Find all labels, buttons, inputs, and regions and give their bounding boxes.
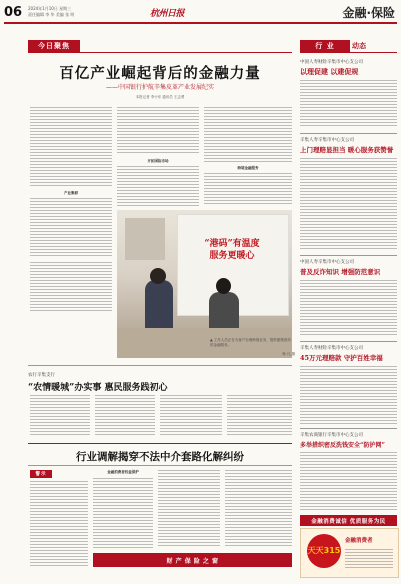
lead-body-col-1c: [30, 262, 112, 312]
mid-story-col-2: [95, 395, 155, 437]
poster-sign-text: “港码”有温度 服务更暖心: [204, 239, 260, 261]
bottom-story-headline: 行业调解揭穿不法中介套路化解纠纷: [76, 451, 244, 463]
photo-window: [125, 218, 165, 260]
mid-story-kicker: 农行辛集支行: [28, 373, 55, 378]
ad-box: [300, 528, 399, 578]
mid-story-col-3: [160, 395, 222, 437]
brief-divider: [300, 341, 397, 342]
photo-credit: 杨 凡 摄: [282, 352, 295, 356]
lead-subhead-2: 开拓国际市场: [147, 159, 169, 163]
ad-emblem: [307, 534, 341, 568]
lead-headline: 百亿产业崛起背后的金融力量: [59, 65, 261, 82]
mid-story-col-1: [30, 395, 90, 437]
industry-tag-2: 动态: [352, 42, 366, 50]
lead-body-col-2: [117, 107, 199, 155]
editor-line: 责任编辑 李 华 美编 张 明: [28, 12, 75, 17]
brief-divider: [300, 133, 397, 134]
header-rule: [4, 22, 397, 24]
bottom-col-2: [93, 478, 153, 548]
ad-caption: 金融消费者: [345, 538, 373, 544]
warning-label: 警示: [30, 470, 52, 478]
photo-person-2-head: [216, 278, 231, 294]
brief-divider: [300, 428, 397, 429]
mid-story-headline: “农情暖城”办实事 惠民服务践初心: [28, 383, 168, 393]
bottom-col-4: [225, 470, 292, 548]
industry-tag: 行 业: [300, 40, 350, 52]
paper-logo: 杭州日报: [150, 9, 185, 19]
photo-caption: ▲ 工作人员正在为客户办理跨境业务，提供便捷高效的金融服务。: [210, 338, 291, 347]
brief-5-kicker: 辛集农商银行辛集市中心支公司: [300, 433, 363, 438]
brief-1-kicker: 中国人寿财险辛集市中心支公司: [300, 60, 363, 65]
lead-body-col-3: [204, 107, 292, 162]
page-number: 06: [4, 5, 23, 20]
lead-end-rule: [28, 365, 292, 366]
brief-4-body: [300, 366, 397, 424]
lead-body-col-2b: [117, 166, 199, 206]
industry-rule: [300, 52, 397, 53]
lead-body-col-1b: [30, 198, 112, 256]
bottom-col-3: [158, 470, 220, 548]
brief-2-headline: 上门理赔显担当 暖心服务获赞誉: [300, 146, 394, 154]
brief-2-body: [300, 158, 397, 250]
lead-subhead-1: 产业集群: [64, 191, 78, 195]
bottom-subhead: 金融消费者权益保护: [107, 470, 139, 474]
brief-4-kicker: 辛集人寿财险辛集市中心支公司: [300, 346, 363, 351]
lead-subheadline: ——中国银行护航辛集皮革产业发展纪实: [105, 84, 214, 91]
brief-2-kicker: 辛集人寿辛集市中心支公司: [300, 138, 354, 143]
lead-body-col-1: [30, 107, 112, 187]
bottom-headline-rule: [28, 465, 292, 466]
brief-3-kicker: 中国人寿辛集市中心支公司: [300, 260, 354, 265]
lead-tag: 今日聚焦: [28, 40, 80, 52]
section-title: 金融·保险: [342, 6, 395, 20]
bottom-banner: 财 产 保 险 之 窗: [93, 553, 292, 567]
brief-5-headline: 多举措织密反洗钱安全“防护网”: [300, 442, 385, 449]
brief-3-headline: 普及反诈知识 增强防范意识: [300, 268, 381, 276]
mid-end-rule: [28, 443, 292, 444]
brief-3-body: [300, 280, 397, 336]
ad-body: [345, 549, 393, 569]
ad-logo-text: 天天315: [307, 546, 341, 555]
brief-4-headline: 45万元理赔款 守护百姓幸福: [300, 354, 383, 362]
ad-banner: 金融消费诚信 优质服务为民: [300, 515, 397, 526]
brief-1-body: [300, 80, 397, 128]
lead-body-col-3b: [204, 173, 292, 206]
date-line: 2024年1月10日 星期三: [28, 6, 72, 11]
lead-byline: 本报记者 李小东 通讯员 王志勇: [135, 95, 185, 99]
mid-story-col-4: [227, 395, 292, 437]
bottom-col-1: [30, 481, 88, 567]
brief-divider: [300, 255, 397, 256]
brief-1-headline: 以理促建 以建促规: [300, 67, 359, 76]
lead-tag-rule: [28, 52, 292, 53]
lead-subhead-3: 跨境金融服务: [237, 166, 259, 170]
brief-5-body: [300, 452, 397, 510]
lead-photo: [117, 210, 292, 358]
photo-person-1-head: [150, 268, 166, 284]
